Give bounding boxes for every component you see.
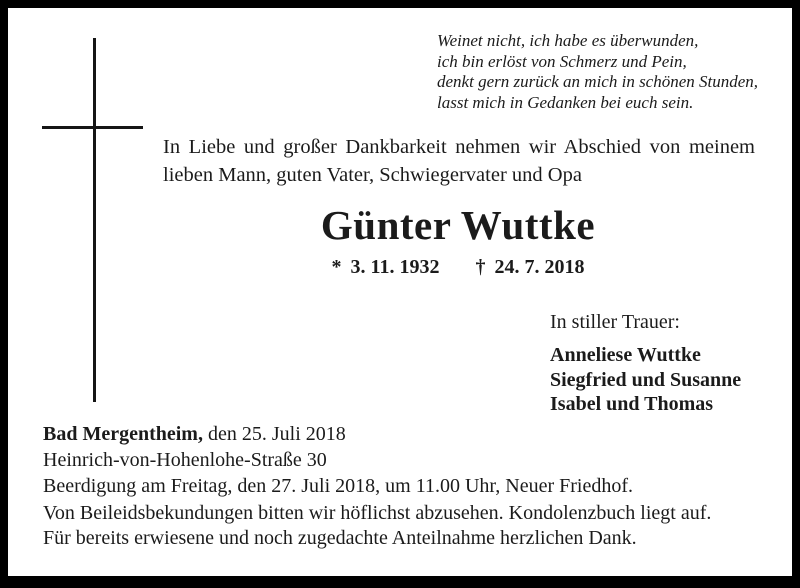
poem-line: denkt gern zurück an mich in schönen Stunden, [437, 72, 759, 91]
address-line: Heinrich-von-Hohenlohe-Straße 30 [43, 449, 327, 471]
death-date-value: 24. 7. 2018 [494, 256, 585, 278]
farewell-intro-text: In Liebe und großer Dankbarkeit nehmen wir Abschied von meinem lieben Mann, guten Vater, Schwiegervater und Opa [163, 136, 755, 186]
birth-symbol: * [331, 256, 342, 278]
place-and-date-line [43, 423, 346, 446]
mourner-name: Siegfried und Susanne [550, 368, 742, 391]
poem-line: ich bin erlöst von Schmerz und Pein, [437, 51, 687, 71]
death-date [475, 256, 584, 278]
funeral-info-line: Beerdigung am Freitag, den 27. Juli 2018, um 11.00 Uhr, Neuer Friedhof. [43, 475, 634, 497]
poem-line: Weinet nicht, ich habe es überwunden, [437, 31, 699, 50]
mourning-heading: In stiller Trauer: [550, 311, 680, 333]
cross-vertical-bar [93, 38, 96, 402]
birth-date [332, 256, 440, 278]
thanks-line: Für bereits erwiesene und noch zugedachte Anteilnahme herzlichen Dank. [43, 527, 637, 549]
mourner-name: Isabel und Thomas [550, 393, 714, 415]
poem-line: lasst mich in Gedanken bei euch sein. [437, 92, 694, 112]
condolence-info-line: Von Beileidsbekundungen bitten wir höflichst abzusehen. Kondolenzbuch liegt auf. [43, 502, 712, 524]
death-cross-symbol: † [475, 256, 486, 278]
deceased-block [164, 202, 752, 279]
city-name: Bad Mergentheim, [43, 423, 203, 445]
mourner-name: Anneliese Wuttke [550, 344, 701, 366]
notice-date: den 25. Juli 2018 [202, 423, 346, 445]
cross-horizontal-bar [42, 126, 143, 129]
memorial-poem [437, 31, 758, 113]
mourners-block [550, 310, 741, 417]
birth-date-value: 3. 11. 1932 [350, 256, 440, 278]
deceased-name: Günter Wuttke [320, 202, 596, 248]
life-dates [164, 256, 752, 279]
